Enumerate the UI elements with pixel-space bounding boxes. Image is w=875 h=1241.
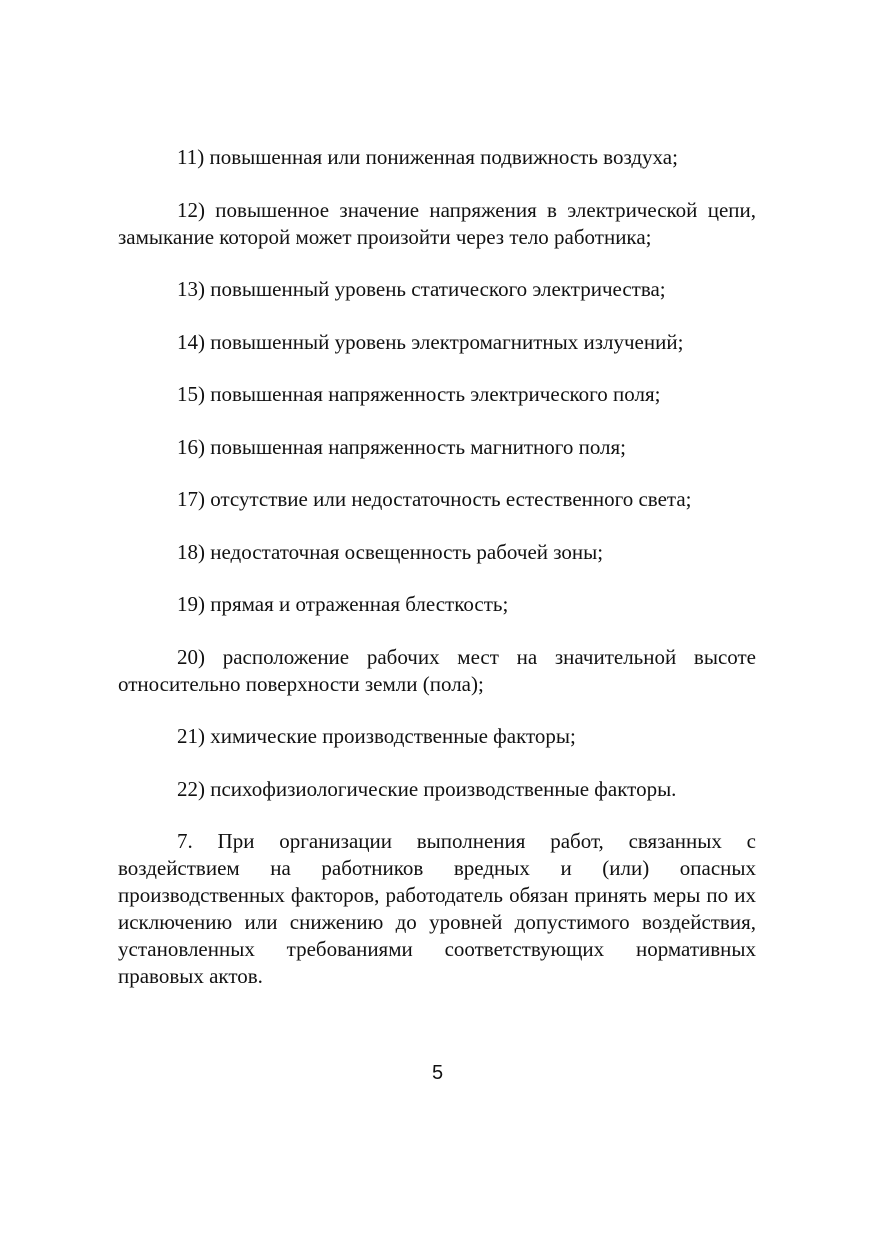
page-number: 5 xyxy=(431,1062,444,1084)
item-text: недостаточная освещенность рабочей зоны; xyxy=(210,539,604,564)
item-number: 20) xyxy=(177,644,205,669)
item-number: 13) xyxy=(177,277,205,301)
item-text: расположение рабочих мест на значительной высоте относительно поверхности земли (пола); xyxy=(118,644,756,696)
list-item xyxy=(118,144,756,171)
list-item xyxy=(118,776,756,803)
list-item xyxy=(118,723,756,750)
item-number: 21) xyxy=(177,724,205,748)
item-text: повышенное значение напряжения в электрической цепи, замыкание которой может произойти через тело работника; xyxy=(118,197,756,249)
item-text: отсутствие или недостаточность естественного света; xyxy=(210,487,692,511)
item-text: повышенный уровень статического электричества; xyxy=(210,277,666,301)
numbered-paragraph xyxy=(118,828,756,990)
list-item xyxy=(118,381,756,408)
item-text: повышенная напряженность магнитного поля; xyxy=(210,434,627,459)
item-number: 22) xyxy=(177,776,205,801)
list-item xyxy=(118,329,756,356)
paragraph-number: 7. xyxy=(177,829,193,853)
item-text: психофизиологические производственные факторы. xyxy=(210,776,677,801)
item-number: 11) xyxy=(177,145,205,169)
item-number: 16) xyxy=(177,434,205,459)
item-text: повышенный уровень электромагнитных излучений; xyxy=(210,329,684,354)
item-number: 19) xyxy=(177,592,205,616)
list-item xyxy=(118,591,756,618)
document-body xyxy=(118,144,756,1016)
item-number: 15) xyxy=(177,382,205,406)
list-item xyxy=(118,197,756,251)
list-item xyxy=(118,539,756,566)
item-text: повышенная напряженность электрического поля; xyxy=(210,382,661,406)
list-item xyxy=(118,644,756,698)
list-item xyxy=(118,276,756,303)
item-number: 17) xyxy=(177,487,205,511)
list-item xyxy=(118,434,756,461)
paragraph-text: При организации выполнения работ, связанных с воздействием на работников вредных и (или) опасных производственных факторов, работодатель обязан принять меры по их исключению или снижению до уровней допустимого воздействия, установленных требованиями соответствующих нормативных правовых актов. xyxy=(118,829,757,988)
item-number: 14) xyxy=(177,329,205,354)
item-text: химические производственные факторы; xyxy=(210,724,576,748)
item-number: 18) xyxy=(177,539,205,564)
item-number: 12) xyxy=(177,197,205,222)
item-text: прямая и отраженная блесткость; xyxy=(210,592,509,616)
list-item xyxy=(118,486,756,513)
item-text: повышенная или пониженная подвижность воздуха; xyxy=(209,145,678,169)
